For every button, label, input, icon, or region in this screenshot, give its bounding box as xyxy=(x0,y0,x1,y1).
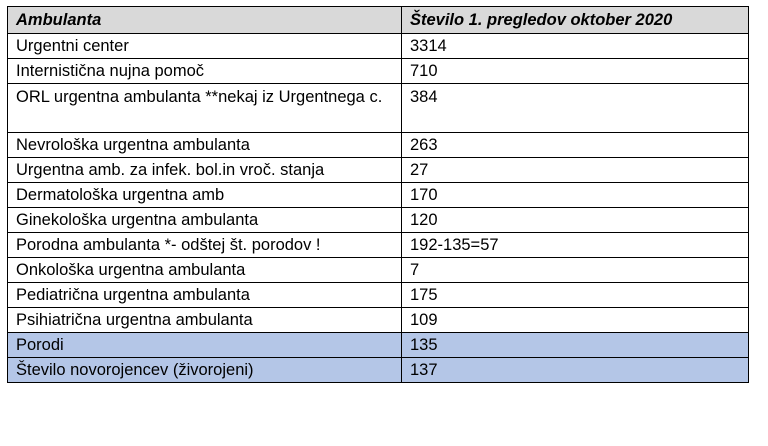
ambulanta-table xyxy=(7,6,749,383)
row-name: Nevrološka urgentna ambulanta xyxy=(8,133,402,158)
table-row xyxy=(8,133,749,158)
table-row xyxy=(8,59,749,84)
row-name: Internistična nujna pomoč xyxy=(8,59,402,84)
row-name: Ginekološka urgentna ambulanta xyxy=(8,208,402,233)
row-value: 135 xyxy=(402,333,749,358)
row-value: 263 xyxy=(402,133,749,158)
header-ambulanta: Ambulanta xyxy=(8,7,402,34)
row-name: Urgentni center xyxy=(8,34,402,59)
table-row xyxy=(8,308,749,333)
table-row xyxy=(8,158,749,183)
table-row xyxy=(8,233,749,258)
table-row xyxy=(8,34,749,59)
row-value: 170 xyxy=(402,183,749,208)
row-name: Onkološka urgentna ambulanta xyxy=(8,258,402,283)
row-name: Število novorojencev (živorojeni) xyxy=(8,358,402,383)
table-header-row xyxy=(8,7,749,34)
ambulanta-table-container xyxy=(7,6,749,383)
row-value: 137 xyxy=(402,358,749,383)
row-name: Dermatološka urgentna amb xyxy=(8,183,402,208)
row-name: ORL urgentna ambulanta **nekaj iz Urgentnega c. xyxy=(8,84,402,133)
row-value: 384 xyxy=(402,84,749,133)
table-row xyxy=(8,283,749,308)
header-stevilo-pregledov: Število 1. pregledov oktober 2020 xyxy=(402,7,749,34)
table-row-highlighted xyxy=(8,333,749,358)
row-name: Pediatrična urgentna ambulanta xyxy=(8,283,402,308)
row-name: Porodna ambulanta *- odštej št. porodov ! xyxy=(8,233,402,258)
row-value: 3314 xyxy=(402,34,749,59)
row-value: 192-135=57 xyxy=(402,233,749,258)
table-row-highlighted xyxy=(8,358,749,383)
row-value: 120 xyxy=(402,208,749,233)
row-value: 109 xyxy=(402,308,749,333)
table-row xyxy=(8,208,749,233)
row-value: 175 xyxy=(402,283,749,308)
table-row xyxy=(8,258,749,283)
row-value: 27 xyxy=(402,158,749,183)
row-name: Urgentna amb. za infek. bol.in vroč. stanja xyxy=(8,158,402,183)
row-name: Psihiatrična urgentna ambulanta xyxy=(8,308,402,333)
row-value: 710 xyxy=(402,59,749,84)
row-value: 7 xyxy=(402,258,749,283)
table-row xyxy=(8,183,749,208)
table-row xyxy=(8,84,749,133)
row-name: Porodi xyxy=(8,333,402,358)
